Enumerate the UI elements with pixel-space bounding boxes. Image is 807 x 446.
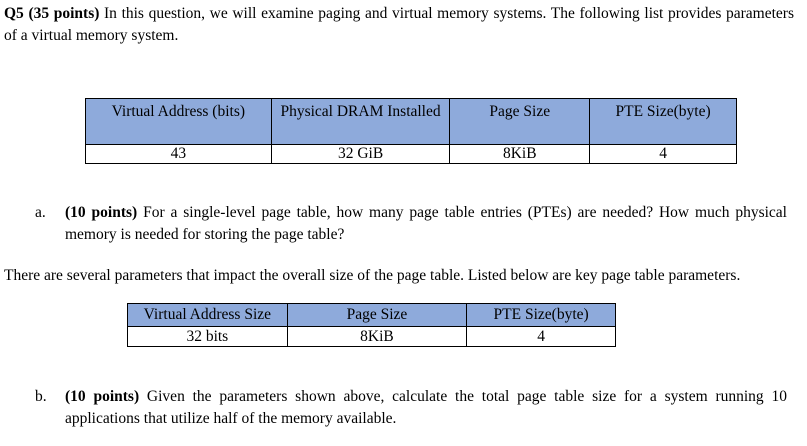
value-page-size: 8KiB <box>450 145 590 164</box>
value-page-size: 8KiB <box>287 327 467 347</box>
part-b-marker: b. <box>35 388 47 405</box>
value-pte-size: 4 <box>467 327 616 347</box>
part-b-text <box>65 386 787 430</box>
question-heading <box>4 3 794 47</box>
question-text: In this question, we will examine paging and virtual memory systems. The following list provides parameters of a virtual memory system. <box>4 5 794 44</box>
header-pte-size: PTE Size(byte) <box>590 99 737 145</box>
part-b <box>35 386 787 432</box>
parameters-table-2 <box>127 303 616 347</box>
value-pte-size: 4 <box>590 145 737 164</box>
part-a-text <box>65 202 787 246</box>
header-virtual-address-size: Virtual Address Size <box>128 304 288 327</box>
value-virtual-address: 43 <box>86 145 272 164</box>
table-header-row <box>128 304 616 327</box>
table-value-row <box>128 327 616 347</box>
part-a-marker: a. <box>35 204 46 221</box>
header-virtual-address: Virtual Address (bits) <box>86 99 272 145</box>
parameters-table-1 <box>85 98 737 164</box>
intro-paragraph: There are several parameters that impact the overall size of the page table. Listed below are key page table parameters. <box>4 267 741 284</box>
header-pte-size: PTE Size(byte) <box>467 304 616 327</box>
part-a-points: (10 points) <box>65 204 138 221</box>
table-value-row <box>86 145 737 164</box>
part-b-points: (10 points) <box>65 388 140 405</box>
header-page-size: Page Size <box>287 304 467 327</box>
part-b-body: Given the parameters shown above, calculate the total page table size for a system running 10 applications that utilize half of the memory available. <box>65 388 787 427</box>
question-label: Q5 (35 points) <box>4 5 100 22</box>
header-physical-dram: Physical DRAM Installed <box>271 99 450 145</box>
part-a <box>35 202 787 248</box>
part-a-body: For a single-level page table, how many page table entries (PTEs) are needed? How much physical memory is needed for storing the page table? <box>65 204 787 243</box>
table-header-row <box>86 99 737 145</box>
header-page-size: Page Size <box>450 99 590 145</box>
value-physical-dram: 32 GiB <box>271 145 450 164</box>
value-virtual-address-size: 32 bits <box>128 327 288 347</box>
